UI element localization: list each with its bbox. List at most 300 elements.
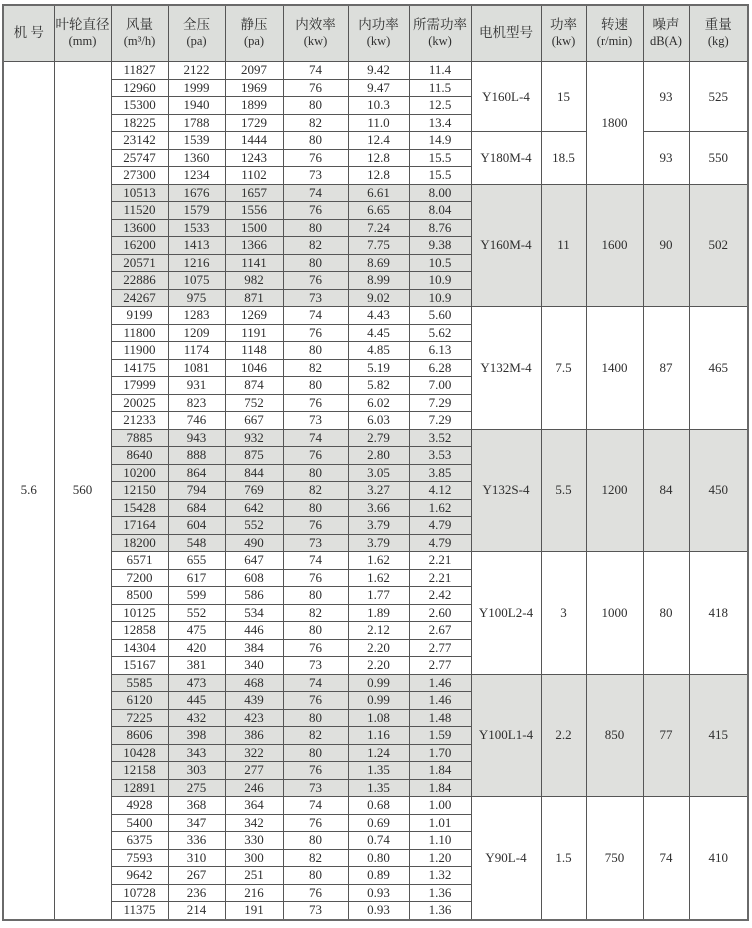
column-header-airflow <box>111 5 168 62</box>
cell-airflow: 22886 <box>111 272 168 290</box>
cell-motor-model: Y160M-4 <box>471 184 541 307</box>
cell-static-pressure: 330 <box>225 832 283 850</box>
cell-required-power: 1.10 <box>409 832 471 850</box>
cell-internal-efficiency: 74 <box>283 184 348 202</box>
cell-noise: 74 <box>643 797 689 920</box>
cell-total-pressure: 943 <box>168 429 225 447</box>
cell-airflow: 5585 <box>111 674 168 692</box>
cell-required-power: 2.77 <box>409 657 471 675</box>
cell-airflow: 10200 <box>111 464 168 482</box>
column-unit: (m³/h) <box>123 34 156 49</box>
cell-required-power: 3.85 <box>409 464 471 482</box>
cell-required-power: 1.46 <box>409 692 471 710</box>
cell-power: 15 <box>541 62 586 132</box>
cell-internal-power: 0.74 <box>348 832 409 850</box>
cell-internal-power: 9.47 <box>348 79 409 97</box>
cell-static-pressure: 300 <box>225 849 283 867</box>
cell-total-pressure: 1999 <box>168 79 225 97</box>
cell-internal-efficiency: 74 <box>283 307 348 325</box>
cell-airflow: 12150 <box>111 482 168 500</box>
fan-specification-table <box>2 4 749 921</box>
cell-static-pressure: 490 <box>225 534 283 552</box>
cell-internal-efficiency: 73 <box>283 902 348 920</box>
column-header-internal_efficiency <box>283 5 348 62</box>
table-header-row <box>3 5 748 62</box>
cell-internal-power: 1.62 <box>348 552 409 570</box>
cell-static-pressure: 364 <box>225 797 283 815</box>
cell-static-pressure: 468 <box>225 674 283 692</box>
cell-required-power: 1.62 <box>409 499 471 517</box>
cell-internal-efficiency: 80 <box>283 499 348 517</box>
cell-required-power: 11.4 <box>409 62 471 80</box>
cell-power: 18.5 <box>541 132 586 185</box>
cell-internal-power: 1.77 <box>348 587 409 605</box>
cell-static-pressure: 423 <box>225 709 283 727</box>
cell-static-pressure: 277 <box>225 762 283 780</box>
cell-required-power: 1.84 <box>409 779 471 797</box>
cell-airflow: 27300 <box>111 167 168 185</box>
cell-required-power: 6.13 <box>409 342 471 360</box>
cell-internal-power: 2.80 <box>348 447 409 465</box>
cell-airflow: 7593 <box>111 849 168 867</box>
cell-static-pressure: 1269 <box>225 307 283 325</box>
cell-static-pressure: 384 <box>225 639 283 657</box>
cell-required-power: 12.5 <box>409 97 471 115</box>
cell-noise: 90 <box>643 184 689 307</box>
cell-internal-power: 2.20 <box>348 657 409 675</box>
cell-required-power: 5.62 <box>409 324 471 342</box>
cell-weight: 418 <box>689 552 748 675</box>
cell-power: 3 <box>541 552 586 675</box>
cell-airflow: 25747 <box>111 149 168 167</box>
cell-airflow: 9199 <box>111 307 168 325</box>
cell-power: 2.2 <box>541 674 586 797</box>
cell-required-power: 10.5 <box>409 254 471 272</box>
cell-total-pressure: 432 <box>168 709 225 727</box>
cell-internal-power: 4.43 <box>348 307 409 325</box>
cell-total-pressure: 303 <box>168 762 225 780</box>
cell-required-power: 15.5 <box>409 167 471 185</box>
cell-total-pressure: 475 <box>168 622 225 640</box>
cell-power: 1.5 <box>541 797 586 920</box>
cell-airflow: 8500 <box>111 587 168 605</box>
column-label: 机 号 <box>13 25 44 41</box>
cell-total-pressure: 381 <box>168 657 225 675</box>
cell-required-power: 1.20 <box>409 849 471 867</box>
table-row <box>3 184 748 202</box>
cell-speed: 1800 <box>586 62 643 185</box>
cell-static-pressure: 386 <box>225 727 283 745</box>
cell-static-pressure: 1243 <box>225 149 283 167</box>
cell-total-pressure: 746 <box>168 412 225 430</box>
cell-static-pressure: 1899 <box>225 97 283 115</box>
cell-internal-efficiency: 82 <box>283 727 348 745</box>
cell-internal-efficiency: 73 <box>283 412 348 430</box>
cell-airflow: 11520 <box>111 202 168 220</box>
cell-static-pressure: 1141 <box>225 254 283 272</box>
cell-internal-power: 6.61 <box>348 184 409 202</box>
cell-internal-efficiency: 82 <box>283 849 348 867</box>
cell-speed: 1000 <box>586 552 643 675</box>
cell-required-power: 8.00 <box>409 184 471 202</box>
cell-noise: 84 <box>643 429 689 552</box>
cell-machine-number: 5.6 <box>3 62 54 920</box>
cell-speed: 1400 <box>586 307 643 430</box>
table-row <box>3 552 748 570</box>
cell-static-pressure: 982 <box>225 272 283 290</box>
cell-internal-power: 9.02 <box>348 289 409 307</box>
cell-motor-model: Y100L1-4 <box>471 674 541 797</box>
cell-internal-power: 0.80 <box>348 849 409 867</box>
cell-power: 11 <box>541 184 586 307</box>
cell-internal-efficiency: 80 <box>283 464 348 482</box>
cell-total-pressure: 368 <box>168 797 225 815</box>
cell-total-pressure: 1234 <box>168 167 225 185</box>
column-unit: (kw) <box>366 34 391 49</box>
cell-internal-efficiency: 80 <box>283 377 348 395</box>
cell-required-power: 1.00 <box>409 797 471 815</box>
cell-required-power: 10.9 <box>409 272 471 290</box>
cell-internal-efficiency: 73 <box>283 167 348 185</box>
cell-internal-power: 3.79 <box>348 517 409 535</box>
column-label: 转速 <box>601 17 628 33</box>
cell-static-pressure: 874 <box>225 377 283 395</box>
cell-required-power: 1.84 <box>409 762 471 780</box>
cell-internal-power: 8.69 <box>348 254 409 272</box>
column-label: 风量 <box>126 17 153 33</box>
cell-required-power: 2.21 <box>409 552 471 570</box>
cell-total-pressure: 1539 <box>168 132 225 150</box>
cell-internal-power: 10.3 <box>348 97 409 115</box>
column-header-machine_no <box>3 5 54 62</box>
cell-required-power: 6.28 <box>409 359 471 377</box>
cell-total-pressure: 604 <box>168 517 225 535</box>
cell-internal-efficiency: 82 <box>283 482 348 500</box>
cell-internal-efficiency: 82 <box>283 237 348 255</box>
cell-airflow: 5400 <box>111 814 168 832</box>
cell-internal-efficiency: 80 <box>283 219 348 237</box>
cell-static-pressure: 446 <box>225 622 283 640</box>
column-unit: (kw) <box>303 34 328 49</box>
cell-internal-efficiency: 73 <box>283 289 348 307</box>
cell-airflow: 18225 <box>111 114 168 132</box>
cell-total-pressure: 1081 <box>168 359 225 377</box>
cell-internal-power: 0.93 <box>348 902 409 920</box>
cell-internal-efficiency: 76 <box>283 762 348 780</box>
cell-required-power: 1.01 <box>409 814 471 832</box>
cell-internal-efficiency: 76 <box>283 272 348 290</box>
cell-internal-efficiency: 76 <box>283 202 348 220</box>
cell-internal-power: 6.65 <box>348 202 409 220</box>
cell-internal-efficiency: 76 <box>283 814 348 832</box>
cell-total-pressure: 1579 <box>168 202 225 220</box>
cell-internal-efficiency: 82 <box>283 359 348 377</box>
cell-static-pressure: 1556 <box>225 202 283 220</box>
cell-internal-power: 1.35 <box>348 762 409 780</box>
cell-airflow: 14304 <box>111 639 168 657</box>
cell-required-power: 4.79 <box>409 534 471 552</box>
cell-internal-efficiency: 76 <box>283 149 348 167</box>
column-label: 叶轮直径 <box>55 17 110 33</box>
cell-total-pressure: 823 <box>168 394 225 412</box>
cell-internal-efficiency: 82 <box>283 604 348 622</box>
cell-internal-efficiency: 80 <box>283 622 348 640</box>
cell-static-pressure: 932 <box>225 429 283 447</box>
cell-internal-power: 4.45 <box>348 324 409 342</box>
cell-airflow: 6571 <box>111 552 168 570</box>
cell-required-power: 13.4 <box>409 114 471 132</box>
cell-required-power: 4.79 <box>409 517 471 535</box>
cell-static-pressure: 1657 <box>225 184 283 202</box>
cell-static-pressure: 251 <box>225 867 283 885</box>
cell-required-power: 2.60 <box>409 604 471 622</box>
cell-static-pressure: 1102 <box>225 167 283 185</box>
cell-static-pressure: 752 <box>225 394 283 412</box>
cell-airflow: 24267 <box>111 289 168 307</box>
cell-internal-power: 2.20 <box>348 639 409 657</box>
cell-airflow: 10428 <box>111 744 168 762</box>
cell-airflow: 14175 <box>111 359 168 377</box>
cell-static-pressure: 340 <box>225 657 283 675</box>
cell-airflow: 17999 <box>111 377 168 395</box>
column-label: 功率 <box>550 17 577 33</box>
cell-motor-model: Y132S-4 <box>471 429 541 552</box>
cell-internal-power: 12.4 <box>348 132 409 150</box>
cell-internal-power: 0.93 <box>348 884 409 902</box>
cell-internal-power: 11.0 <box>348 114 409 132</box>
cell-total-pressure: 336 <box>168 832 225 850</box>
cell-internal-efficiency: 76 <box>283 517 348 535</box>
cell-required-power: 5.60 <box>409 307 471 325</box>
cell-noise: 77 <box>643 674 689 797</box>
cell-speed: 1200 <box>586 429 643 552</box>
column-label: 静压 <box>240 17 268 33</box>
cell-airflow: 23142 <box>111 132 168 150</box>
cell-static-pressure: 1046 <box>225 359 283 377</box>
cell-internal-power: 0.68 <box>348 797 409 815</box>
cell-static-pressure: 1191 <box>225 324 283 342</box>
cell-total-pressure: 347 <box>168 814 225 832</box>
column-label: 电机型号 <box>479 25 533 41</box>
column-header-static_pressure <box>225 5 283 62</box>
cell-airflow: 6375 <box>111 832 168 850</box>
cell-static-pressure: 534 <box>225 604 283 622</box>
cell-internal-power: 4.85 <box>348 342 409 360</box>
cell-static-pressure: 1148 <box>225 342 283 360</box>
cell-weight: 465 <box>689 307 748 430</box>
cell-internal-power: 3.66 <box>348 499 409 517</box>
cell-motor-model: Y160L-4 <box>471 62 541 132</box>
cell-required-power: 14.9 <box>409 132 471 150</box>
cell-total-pressure: 1216 <box>168 254 225 272</box>
cell-internal-power: 0.69 <box>348 814 409 832</box>
column-unit: dB(A) <box>650 34 682 49</box>
cell-required-power: 3.53 <box>409 447 471 465</box>
cell-internal-efficiency: 76 <box>283 569 348 587</box>
cell-airflow: 9642 <box>111 867 168 885</box>
cell-static-pressure: 1444 <box>225 132 283 150</box>
cell-internal-power: 1.16 <box>348 727 409 745</box>
cell-weight: 525 <box>689 62 748 132</box>
cell-static-pressure: 322 <box>225 744 283 762</box>
column-header-weight <box>689 5 748 62</box>
cell-internal-power: 3.05 <box>348 464 409 482</box>
cell-motor-model: Y180M-4 <box>471 132 541 185</box>
cell-internal-power: 8.99 <box>348 272 409 290</box>
cell-total-pressure: 214 <box>168 902 225 920</box>
cell-required-power: 2.67 <box>409 622 471 640</box>
cell-static-pressure: 667 <box>225 412 283 430</box>
cell-motor-model: Y100L2-4 <box>471 552 541 675</box>
column-unit: (kw) <box>428 34 452 49</box>
cell-noise: 93 <box>643 62 689 132</box>
cell-airflow: 12858 <box>111 622 168 640</box>
column-unit: (kw) <box>551 34 576 49</box>
cell-total-pressure: 1283 <box>168 307 225 325</box>
column-unit: (r/min) <box>596 34 633 49</box>
cell-airflow: 7885 <box>111 429 168 447</box>
cell-internal-power: 3.27 <box>348 482 409 500</box>
cell-internal-power: 6.03 <box>348 412 409 430</box>
cell-required-power: 8.76 <box>409 219 471 237</box>
cell-required-power: 4.12 <box>409 482 471 500</box>
cell-total-pressure: 2122 <box>168 62 225 80</box>
cell-total-pressure: 548 <box>168 534 225 552</box>
cell-required-power: 1.36 <box>409 902 471 920</box>
cell-internal-power: 1.24 <box>348 744 409 762</box>
cell-airflow: 15167 <box>111 657 168 675</box>
cell-noise: 80 <box>643 552 689 675</box>
cell-total-pressure: 1676 <box>168 184 225 202</box>
column-header-total_pressure <box>168 5 225 62</box>
column-header-internal_power <box>348 5 409 62</box>
cell-total-pressure: 864 <box>168 464 225 482</box>
column-unit: (pa) <box>243 34 265 49</box>
cell-static-pressure: 1366 <box>225 237 283 255</box>
cell-impeller-diameter: 560 <box>54 62 111 920</box>
cell-internal-power: 1.08 <box>348 709 409 727</box>
cell-total-pressure: 445 <box>168 692 225 710</box>
cell-internal-power: 5.19 <box>348 359 409 377</box>
cell-airflow: 12158 <box>111 762 168 780</box>
column-label: 全压 <box>183 17 210 33</box>
column-header-impeller_diameter <box>54 5 111 62</box>
cell-required-power: 11.5 <box>409 79 471 97</box>
cell-internal-efficiency: 76 <box>283 394 348 412</box>
cell-airflow: 6120 <box>111 692 168 710</box>
cell-internal-power: 2.12 <box>348 622 409 640</box>
cell-internal-efficiency: 80 <box>283 709 348 727</box>
cell-speed: 750 <box>586 797 643 920</box>
cell-total-pressure: 343 <box>168 744 225 762</box>
cell-static-pressure: 642 <box>225 499 283 517</box>
cell-airflow: 20571 <box>111 254 168 272</box>
table-row <box>3 62 748 80</box>
cell-weight: 550 <box>689 132 748 185</box>
cell-internal-efficiency: 80 <box>283 97 348 115</box>
cell-static-pressure: 1969 <box>225 79 283 97</box>
cell-internal-efficiency: 76 <box>283 79 348 97</box>
cell-internal-power: 6.02 <box>348 394 409 412</box>
column-header-power <box>541 5 586 62</box>
cell-internal-efficiency: 74 <box>283 429 348 447</box>
cell-static-pressure: 246 <box>225 779 283 797</box>
cell-internal-efficiency: 76 <box>283 884 348 902</box>
cell-required-power: 10.9 <box>409 289 471 307</box>
cell-required-power: 2.77 <box>409 639 471 657</box>
cell-total-pressure: 310 <box>168 849 225 867</box>
column-header-noise <box>643 5 689 62</box>
cell-airflow: 8606 <box>111 727 168 745</box>
cell-internal-efficiency: 73 <box>283 657 348 675</box>
cell-total-pressure: 684 <box>168 499 225 517</box>
cell-internal-power: 7.75 <box>348 237 409 255</box>
cell-internal-efficiency: 80 <box>283 867 348 885</box>
column-unit: (pa) <box>186 34 207 49</box>
cell-internal-efficiency: 80 <box>283 342 348 360</box>
cell-required-power: 1.48 <box>409 709 471 727</box>
cell-static-pressure: 586 <box>225 587 283 605</box>
cell-airflow: 15300 <box>111 97 168 115</box>
cell-weight: 410 <box>689 797 748 920</box>
cell-total-pressure: 617 <box>168 569 225 587</box>
cell-required-power: 9.38 <box>409 237 471 255</box>
cell-required-power: 7.29 <box>409 394 471 412</box>
cell-total-pressure: 599 <box>168 587 225 605</box>
cell-required-power: 1.32 <box>409 867 471 885</box>
cell-internal-power: 5.82 <box>348 377 409 395</box>
cell-internal-power: 2.79 <box>348 429 409 447</box>
cell-internal-efficiency: 73 <box>283 534 348 552</box>
cell-static-pressure: 552 <box>225 517 283 535</box>
cell-internal-power: 0.99 <box>348 692 409 710</box>
cell-internal-power: 1.35 <box>348 779 409 797</box>
cell-static-pressure: 439 <box>225 692 283 710</box>
cell-static-pressure: 1729 <box>225 114 283 132</box>
cell-airflow: 11375 <box>111 902 168 920</box>
cell-required-power: 15.5 <box>409 149 471 167</box>
cell-airflow: 15428 <box>111 499 168 517</box>
cell-airflow: 11827 <box>111 62 168 80</box>
cell-required-power: 7.29 <box>409 412 471 430</box>
cell-internal-efficiency: 80 <box>283 587 348 605</box>
cell-airflow: 4928 <box>111 797 168 815</box>
cell-required-power: 1.59 <box>409 727 471 745</box>
cell-airflow: 7200 <box>111 569 168 587</box>
column-header-required_power <box>409 5 471 62</box>
cell-airflow: 10513 <box>111 184 168 202</box>
column-header-motor_model <box>471 5 541 62</box>
column-label: 所需功率 <box>413 17 467 33</box>
cell-airflow: 20025 <box>111 394 168 412</box>
cell-static-pressure: 1500 <box>225 219 283 237</box>
cell-total-pressure: 655 <box>168 552 225 570</box>
cell-internal-efficiency: 80 <box>283 744 348 762</box>
column-label: 内效率 <box>295 17 336 33</box>
table-row <box>3 797 748 815</box>
cell-static-pressure: 216 <box>225 884 283 902</box>
column-unit: (mm) <box>68 34 97 49</box>
cell-internal-power: 9.42 <box>348 62 409 80</box>
cell-internal-efficiency: 82 <box>283 114 348 132</box>
cell-total-pressure: 794 <box>168 482 225 500</box>
cell-internal-efficiency: 74 <box>283 674 348 692</box>
cell-airflow: 13600 <box>111 219 168 237</box>
cell-required-power: 7.00 <box>409 377 471 395</box>
cell-total-pressure: 236 <box>168 884 225 902</box>
cell-static-pressure: 875 <box>225 447 283 465</box>
cell-required-power: 1.70 <box>409 744 471 762</box>
